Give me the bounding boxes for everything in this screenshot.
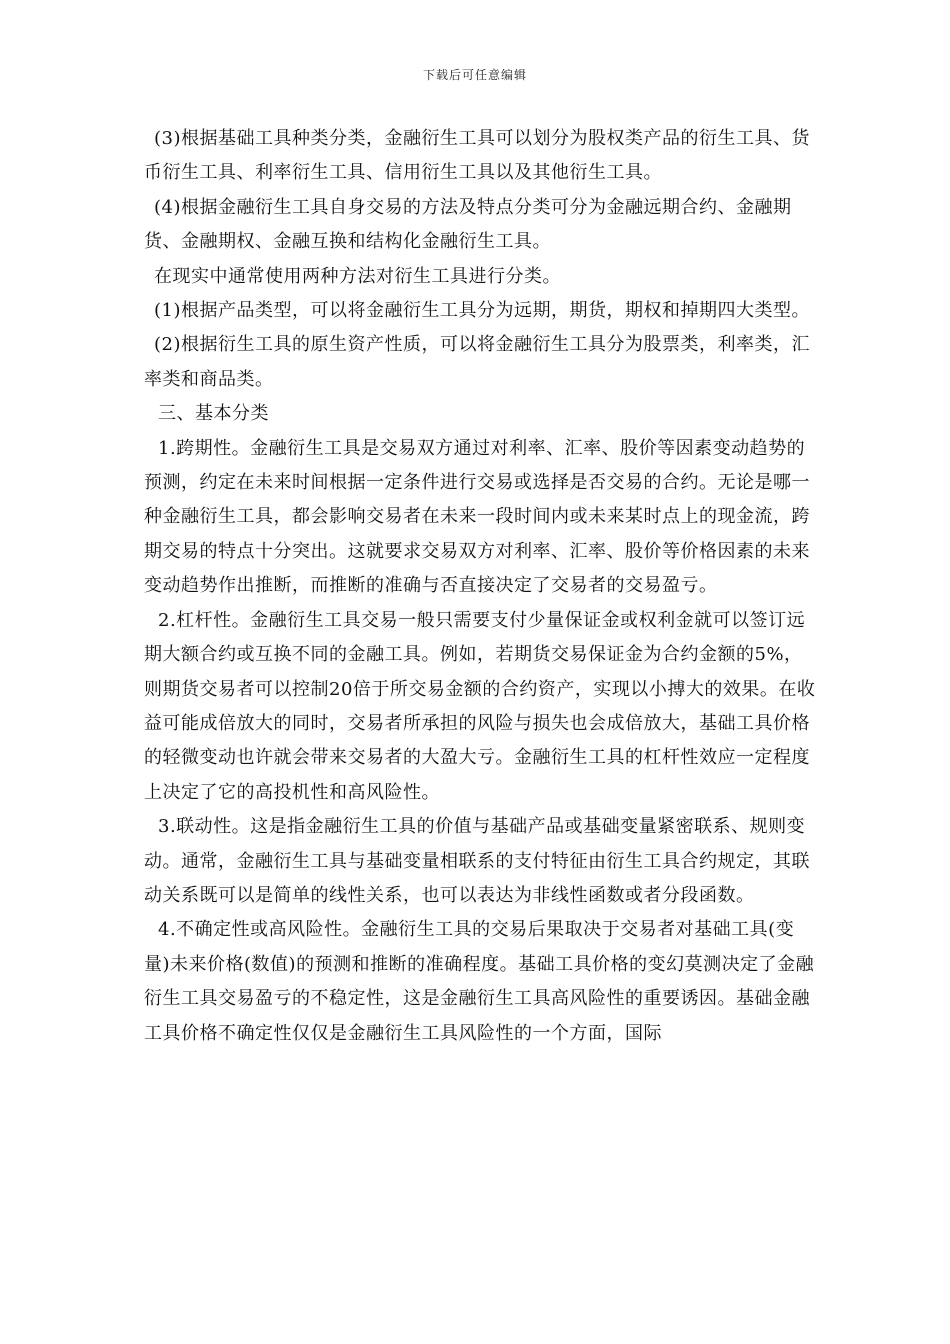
paragraph-linkage: 3.联动性。这是指金融衍生工具的价值与基础产品或基础变量紧密联系、规则变动。通常，金融衍生工具与基础变量相联系的支付特征由衍生工具合约规定，其联动关系既可以是简单的线性关系，也可以表达为非线性函数或者分段函数。 — [144, 816, 810, 906]
header-note: 下载后可任意编辑 — [422, 68, 527, 82]
paragraph-uncertainty: 4.不确定性或高风险性。金融衍生工具的交易后果取决于交易者对基础工具(变量)未来价格(数值)的预测和推断的准确程度。基础工具价格的变幻莫测决定了金融衍生工具交易盈亏的不稳定性，这是金融衍生工具高风险性的重要诱因。基础金融工具价格不确定性仅仅是金融衍生工具风险性的一个方面，国际 — [144, 919, 815, 1044]
paragraph-leverage: 2.杠杆性。金融衍生工具交易一般只需要支付少量保证金或权利金就可以签订远期大额合约或互换不同的金融工具。例如，若期货交易保证金为合约金额的5%，则期货交易者可以控制20倍于所交易金额的合约资产，实现以小搏大的效果。在收益可能成倍放大的同时，交易者所承担的风险与损失也会成倍放大，基础工具价格的轻微变动也许就会带来交易者的大盈大亏。金融衍生工具的杠杆性效应一定程度上决定了它的高投机性和高风险性。 — [144, 609, 816, 803]
document-body — [144, 122, 820, 1051]
paragraph-method-2: (2)根据衍生工具的原生资产性质，可以将金融衍生工具分为股票类，利率类，汇率类和商品类。 — [144, 334, 810, 390]
paragraph-method-1: (1)根据产品类型，可以将金融衍生工具分为远期，期货，期权和掉期四大类型。 — [154, 300, 810, 322]
paragraph-classification-3: (3)根据基础工具种类分类，金融衍生工具可以划分为股权类产品的衍生工具、货币衍生工具、利率衍生工具、信用衍生工具以及其他衍生工具。 — [144, 128, 810, 184]
paragraph-classification-4: (4)根据金融衍生工具自身交易的方法及特点分类可分为金融远期合约、金融期货、金融期权、金融互换和结构化金融衍生工具。 — [144, 196, 792, 253]
paragraph-cross-period: 1.跨期性。金融衍生工具是交易双方通过对利率、汇率、股价等因素变动趋势的预测，约定在未来时间根据一定条件进行交易或选择是否交易的合约。无论是哪一种金融衍生工具，都会影响交易者在未来一段时间内或未来某时点上的现金流，跨期交易的特点十分突出。这就要求交易双方对利率、汇率、股价等价格因素的未来变动趋势作出推断，而推断的准确与否直接决定了交易者的交易盈亏。 — [144, 437, 810, 597]
section-heading: 三、基本分类 — [158, 403, 269, 425]
paragraph-two-methods-intro: 在现实中通常使用两种方法对衍生工具进行分类。 — [154, 265, 561, 287]
